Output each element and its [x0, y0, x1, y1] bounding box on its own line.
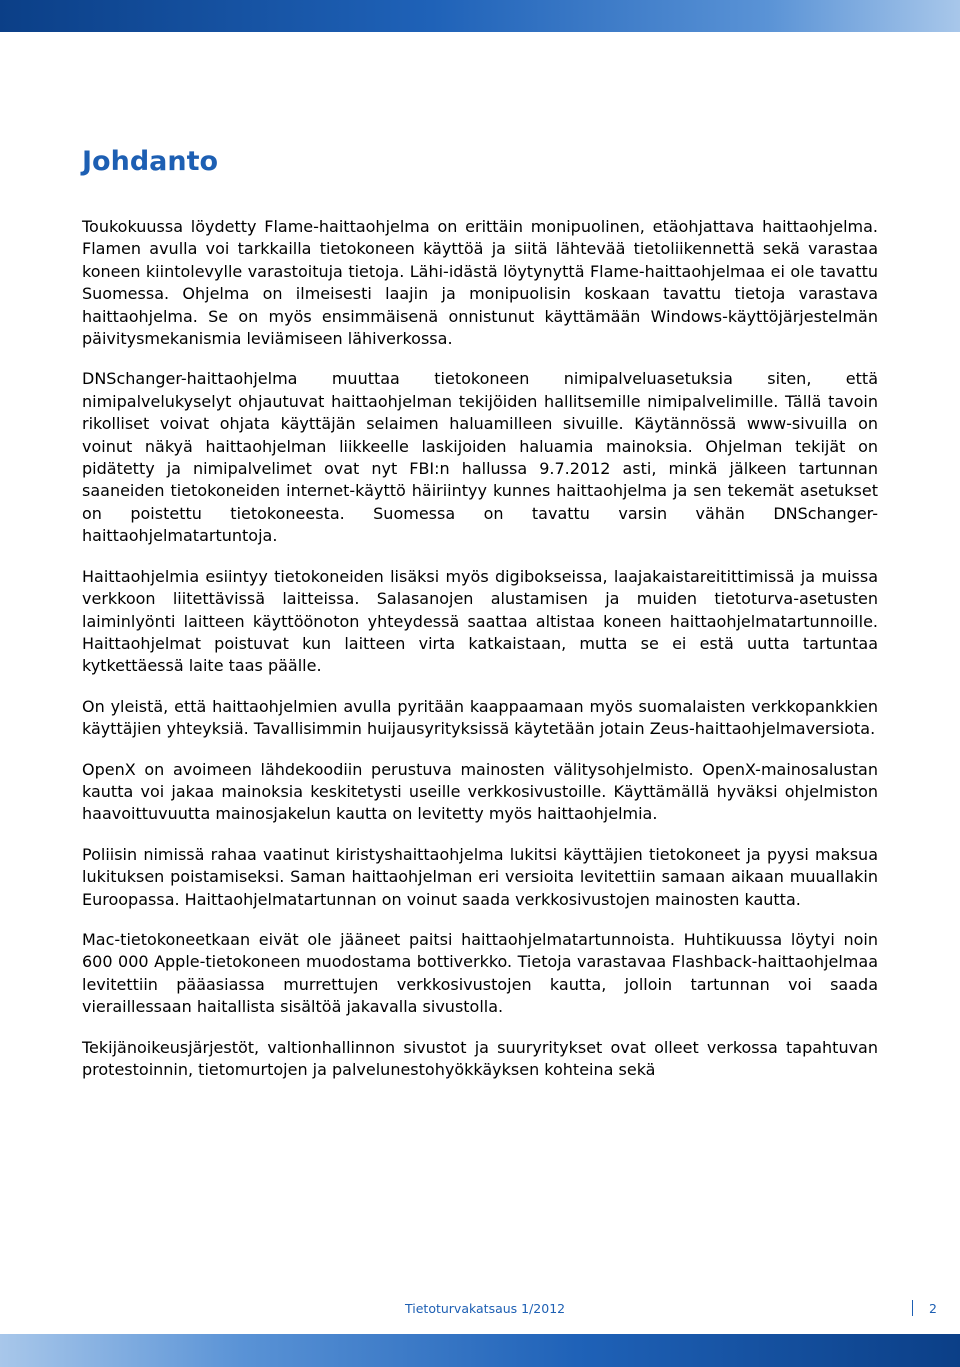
paragraph-police-ransomware: Poliisin nimissä rahaa vaatinut kiristyshaittaohjelma lukitsi käyttäjien tietokoneet ja pyysi maksua lukituksen poistamiseksi. Saman haittaohjelman eri versioita levitettiin samaan aikaan muuallakin Euroopassa. Haittaohjelmatartunnan on voinut saada verkkosivustojen mainosten kautta. — [82, 844, 878, 909]
top-decorative-band — [0, 0, 960, 32]
bottom-decorative-band — [0, 1334, 960, 1367]
paragraph-protests: Tekijänoikeusjärjestöt, valtionhallinnon sivustot ja suuryritykset ovat olleet verkossa tapahtuvan protestoinnin, tietomurtojen ja palvelunestohyökkäyksen kohteina sekä — [82, 1037, 878, 1079]
page-footer — [0, 1300, 960, 1320]
page-heading: Johdanto — [82, 146, 219, 177]
footer-page-number: 2 — [929, 1301, 937, 1316]
footer-publication-title: Tietoturvakatsaus 1/2012 — [405, 1301, 566, 1316]
paragraph-mac: Mac-tietokoneetkaan eivät ole jääneet paitsi haittaohjelmatartunnoista. Huhtikuussa löytyi noin 600 000 Apple-tietokoneen muodostama bottiverkko. Tietoja varastavaa Flashback-haittaohjelmaa levitettiin pääasiassa murrettujen verkkosivustojen kautta, jolloin tartunnan voi saada vieraillessaan haitallista sisältöä jakavalla sivustolla. — [82, 929, 878, 1017]
paragraph-devices: Haittaohjelmia esiintyy tietokoneiden lisäksi myös digibokseissa, laajakaistareitittimissä ja muissa verkkoon liitettävissä laitteissa. Salasanojen alustamisen ja muiden tietoturva-asetusten laiminlyönti laitteen käyttöönoton yhteydessä saattaa altistaa koneen haittaohjelmatartunnoille. Haittaohjelmat poistuvat kun laitteen virta katkaistaan, mutta se ei estä uutta tartuntaa kytkettäessä laite taas päälle. — [82, 566, 878, 676]
footer-divider — [912, 1300, 913, 1316]
paragraph-openx: OpenX on avoimeen lähdekoodiin perustuva mainosten välitysohjelmisto. OpenX-mainosalustan kautta voi jakaa mainoksia keskitetysti useille verkkosivustoille. Käyttämällä hyväksi ohjelmiston haavoittuvuutta mainosjakelun kautta on levitetty myös haittaohjelmia. — [82, 759, 878, 824]
paragraph-banking: On yleistä, että haittaohjelmien avulla pyritään kaappaamaan myös suomalaisten verkkopankkien käyttäjien yhteyksiä. Tavallisimmin huijausyrityksissä käytetään jotain Zeus-haittaohjelmaversiota. — [82, 696, 878, 739]
paragraph-flame: Toukokuussa löydetty Flame-haittaohjelma on erittäin monipuolinen, etäohjattava haittaohjelma. Flamen avulla voi tarkkailla tietokoneen käyttöä ja siitä lähtevää tietoliikennettä sekä varastaa koneen kiintolevylle varastoituja tietoja. Lähi-idästä löytynyttä Flame-haittaohjelmaa ei ole tavattu Suomessa. Ohjelma on ilmeisesti laajin ja monipuolisin koskaan tavattu tietoja varastava haittaohjelma. Se on myös ensimmäisenä onnistunut käyttämään Windows-käyttöjärjestelmän päivitysmekanismia leviämiseen lähiverkossa. — [82, 217, 878, 349]
body-text — [82, 216, 878, 1099]
paragraph-dnschanger: DNSchanger-haittaohjelma muuttaa tietokoneen nimipalveluasetuksia siten, että nimipalvelukyselyt ohjautuvat haittaohjelman tekijöiden hallitsemille nimipalvelimille. Tällä tavoin rikolliset voivat ohjata käyttäjän selaimen haluamilleen sivuille. Käytännössä www-sivuilla on voinut näkyä haittaohjelman liikkeelle laskijoiden haluamia mainoksia. Ohjelman tekijät on pidätetty ja nimipalvelimet ovat nyt FBI:n hallussa 9.7.2012 asti, minkä jälkeen tartunnan saaneiden tietokoneiden internet-käyttö häiriintyy kunnes haittaohjelma ja sen tekemät asetukset on poistettu tietokoneesta. Suomessa on tavattu varsin vähän DNSchanger-haittaohjelmatartuntoja. — [82, 369, 878, 546]
